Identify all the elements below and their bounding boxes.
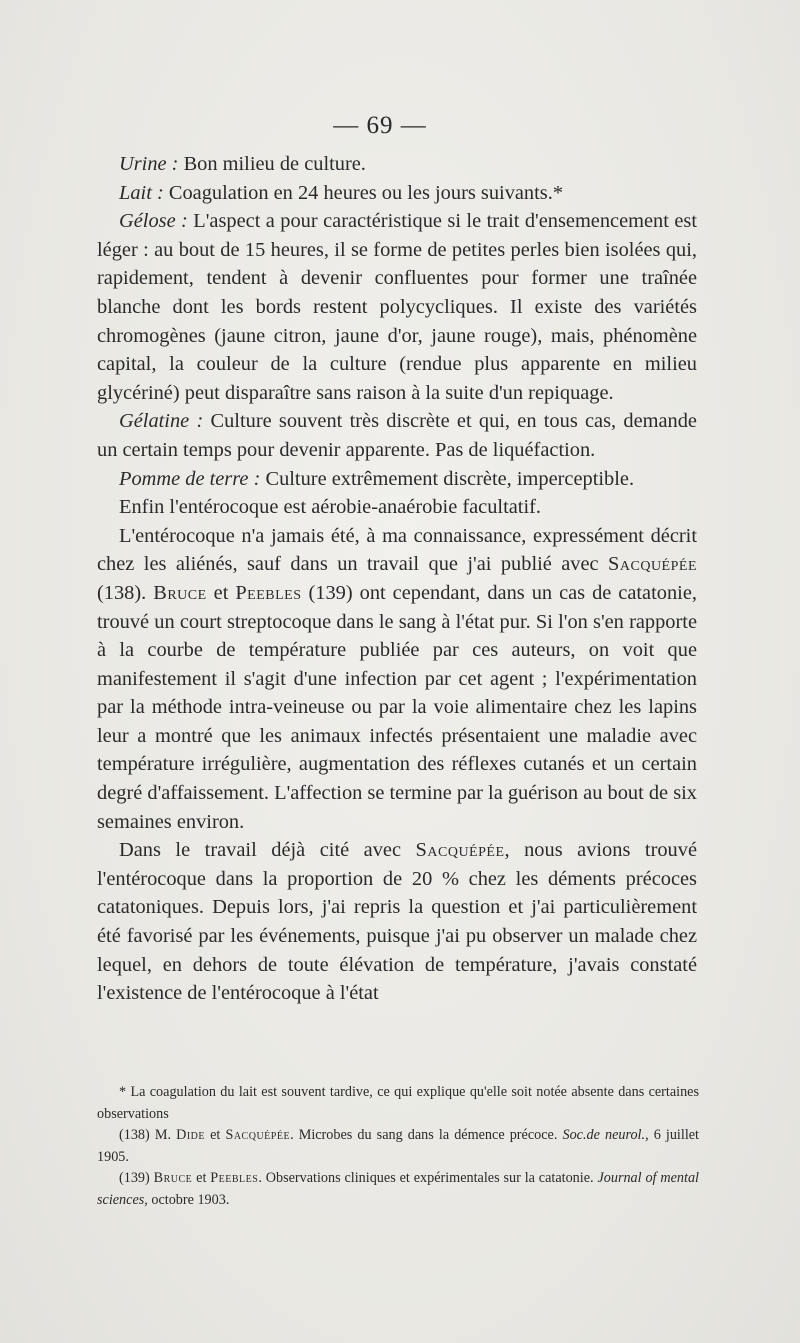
text-segment: , 6 juillet 1905. [97, 1127, 699, 1165]
main-text [97, 150, 697, 1008]
text-segment: L'entérocoque n'a jamais été, à ma connaissance, expressément décrit chez les aliénés, sauf dans un travail que j'ai publié avec [97, 524, 697, 576]
page-number: — 69 — [333, 112, 427, 139]
text-segment: (138) M. [119, 1127, 177, 1143]
paragraph-gelatine [97, 407, 697, 464]
author-sacquepee: Sacquépée [415, 839, 505, 862]
paragraph-alienes [97, 522, 697, 837]
author-bruce: Bruce [153, 1170, 193, 1186]
author-sacquepee: Sacquépée [608, 553, 697, 576]
paragraph-enfin [97, 493, 697, 522]
author-sacquepee: Sacquépée [225, 1127, 291, 1143]
text-urine: Bon milieu de culture. [178, 153, 366, 175]
text-segment: . Observations cliniques et expérimentales sur la catatonie. [258, 1170, 598, 1186]
text-segment: et [205, 1127, 226, 1143]
footnote-139 [97, 1168, 699, 1211]
text-gelatine: Culture souvent très discrète et qui, en tous cas, demande un certain temps pour devenir apparente. Pas de liquéfaction. [97, 410, 697, 461]
paragraph-urine [97, 150, 697, 179]
paragraph-gelose [97, 207, 697, 407]
author-peebles: Peebles [210, 1170, 259, 1186]
text-segment: (139) ont cependant, dans un cas de catatonie, trouvé un court streptocoque dans le sang à l'état pur. Si l'on s'en rapporte à la courbe de température publiée par ces auteurs, on voit que manifestement il s'agit d'une infection par cet agent ; l'expérimentation par la méthode intra-veineuse ou par la voie alimentaire chez les lapins leur a montré que les animaux infectés présentaient une maladie avec température irrégulière, augmentation des réflexes cutanés et un certain degré d'affaissement. L'affection se termine par la guérison au bout de six semaines environ. [97, 581, 697, 833]
text-lait: Coagulation en 24 heures ou les jours suivants.* [163, 181, 564, 204]
label-urine: Urine : [119, 153, 179, 175]
text-segment: . Microbes du sang dans la démence précoce. [290, 1127, 563, 1143]
text-segment: et [192, 1170, 211, 1186]
text-segment: et [206, 581, 236, 604]
text-segment: Dans le travail déjà cité avec [119, 839, 416, 862]
text-enfin: Enfin l'entérocoque est aérobie-anaérobie facultatif. [119, 496, 542, 519]
text-segment: , octobre 1903. [144, 1191, 230, 1208]
author-peebles: Peebles [235, 581, 302, 604]
paragraph-travail [97, 836, 697, 1008]
author-bruce: Bruce [153, 581, 207, 604]
paragraph-lait [97, 179, 697, 208]
footnote-138 [97, 1125, 699, 1168]
text-segment: (138). [97, 581, 154, 604]
text-segment: , nous avions trouvé l'entérocoque dans la proportion de 20 % chez les déments précoces catatoniques. Depuis lors, j'ai repris la question et j'ai particulièrement été favorisé par les événements, puisque j'ai pu observer un malade chez lequel, en dehors de toute élévation de température, j'avais constaté l'existence de l'entérocoque à l'état [97, 839, 697, 1005]
paragraph-pomme-de-terre [97, 465, 697, 494]
footnotes [97, 1082, 699, 1211]
label-gelose: Gélose : [119, 210, 188, 233]
label-pomme-de-terre: Pomme de terre : [119, 467, 261, 490]
text-pomme-de-terre: Culture extrêmement discrète, imperceptible. [260, 467, 635, 490]
label-lait: Lait : [119, 181, 164, 204]
text-gelose: L'aspect a pour caractéristique si le trait d'ensemencement est léger : au bout de 15 heures, il se forme de petites perles bien isolées qui, rapidement, tendent à devenir confluentes pour former une traînée blanche dont les bords restent polycycliques. Il existe des variétés chromogènes (jaune citron, jaune d'or, jaune rouge), mais, phénomène capital, la couleur de la culture (rendue plus apparente en milieu glycériné) peut disparaître sans raison à la suite d'un repiquage. [97, 210, 698, 404]
author-dide: Dide [176, 1127, 205, 1143]
text-segment: (139) [119, 1170, 154, 1186]
journal-title: Journal of mental sciences [97, 1170, 699, 1208]
label-gelatine: Gélatine : [119, 410, 204, 433]
footnote-coagulation: * La coagulation du lait est souvent tardive, ce qui explique qu'elle soit notée absente dans certaines observations [97, 1084, 699, 1122]
journal-title: Soc.de neurol. [562, 1127, 646, 1143]
